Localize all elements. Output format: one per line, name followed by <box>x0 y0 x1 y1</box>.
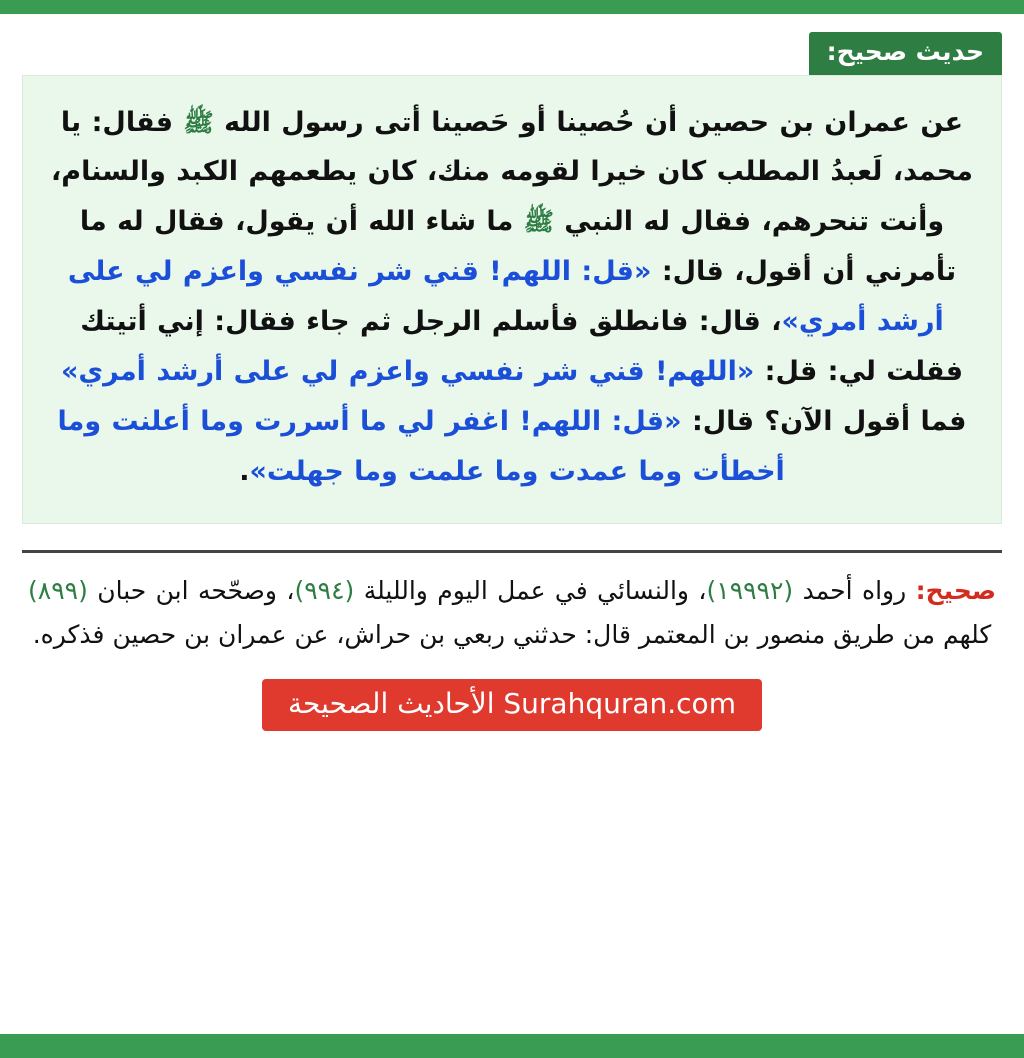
hadith-part-4: ، قال: فانطلق فأسلم الرجل ثم جاء فقال: إني أتيتك فقلت لي: قل: <box>80 306 964 388</box>
top-decorative-bar <box>0 0 1024 14</box>
grade-label-row <box>22 32 1002 75</box>
content-area <box>0 14 1024 731</box>
dua-quote-2: «اللهم! قني شر نفسي واعزم لي على أرشد أمري» <box>60 356 755 388</box>
dua-quote-3: «قل: اللهم! اغفر لي ما أسررت وما أعلنت وما أخطأت وما عمدت وما علمت وما جهلت» <box>57 406 785 488</box>
site-badge[interactable] <box>262 679 762 731</box>
hadith-part-5: فما أقول الآن؟ قال: <box>681 406 967 438</box>
section-divider <box>22 550 1002 553</box>
grade-word: صحيح: <box>915 576 996 605</box>
hadith-part-2: فقال: يا محمد، لَعبدُ المطلب كان خيرا لقومه منك، كان يطعمهم الكبد والسنام، وأنت تنحرهم، فقال له النبي <box>51 106 973 238</box>
footer-row <box>22 679 1002 731</box>
dua-quote-1: «قل: اللهم! قني شر نفسي واعزم لي على أرشد أمري» <box>67 256 944 338</box>
status-badge: حديث صحيح: <box>809 32 1002 75</box>
takhrij-text-3: ، وصحّحه ابن حبان <box>87 576 295 605</box>
takhrij-text-1: رواه أحمد <box>793 576 916 605</box>
sallallahu-alayhi-wasallam-icon: ﷺ <box>523 207 554 237</box>
takhrij-text-2: ، والنسائي في عمل اليوم والليلة <box>354 576 707 605</box>
reference-number-3: (٨٩٩) <box>28 576 88 605</box>
hadith-text <box>49 98 975 498</box>
hadith-card <box>22 75 1002 525</box>
site-url: Surahquran.com <box>503 686 736 720</box>
sallallahu-alayhi-wasallam-icon: ﷺ <box>183 107 214 137</box>
hadith-part-3: ما شاء الله أن يقول، فقال له ما تأمرني أن أقول، قال: <box>79 206 957 288</box>
reference-number-2: (٩٩٤) <box>294 576 355 605</box>
bottom-decorative-bar <box>0 1034 1024 1058</box>
reference-number-1: (١٩٩٩٢) <box>706 576 794 605</box>
hadith-part-1: عن عمران بن حصين أن حُصينا أو حَصينا أتى رسول الله <box>213 106 964 138</box>
takhrij-text-4: كلهم من طريق منصور بن المعتمر قال: حدثني ربعي بن حراش، عن عمران بن حصين فذكره. <box>32 619 992 649</box>
site-badge-label: الأحاديث الصحيحة <box>288 686 495 720</box>
takhrij-paragraph <box>22 569 1002 657</box>
hadith-part-6: . <box>239 456 250 488</box>
